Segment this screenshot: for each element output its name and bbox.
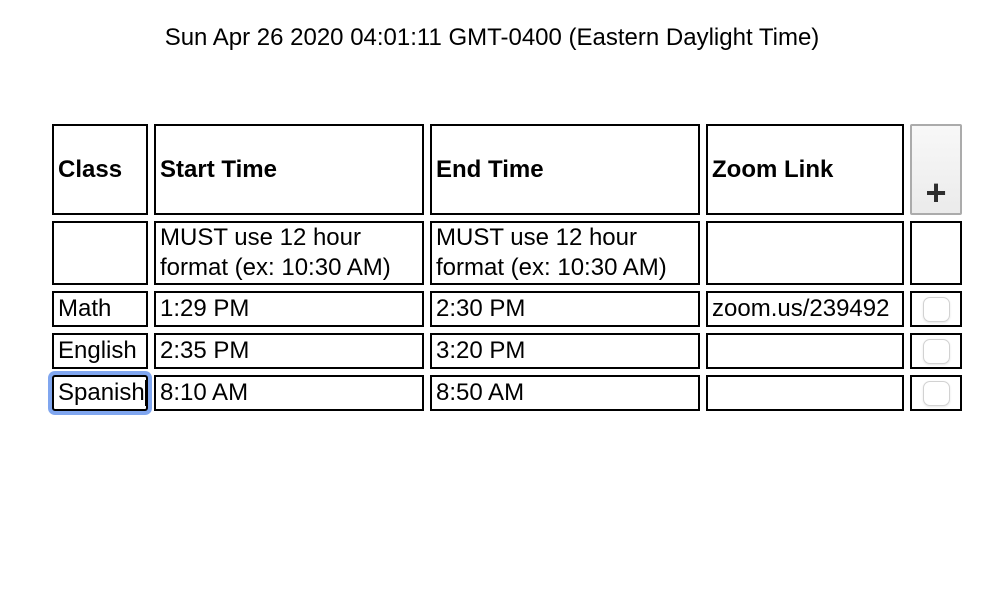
column-header-zoom-link: Zoom Link (706, 124, 904, 215)
english-class-cell[interactable]: English (52, 333, 148, 369)
english-start-time-cell[interactable]: 2:35 PM (154, 333, 424, 369)
math-checkbox-cell (910, 291, 962, 327)
datetime-heading: Sun Apr 26 2020 04:01:11 GMT-0400 (Eastern Daylight Time) (164, 24, 820, 51)
text-caret (145, 380, 147, 406)
column-header-end-time: End Time (430, 124, 700, 215)
column-header-class: Class (52, 124, 148, 215)
spanish-class-text: Spanish (58, 379, 145, 406)
math-row-checkbox[interactable] (923, 297, 950, 322)
add-row-button[interactable]: + (910, 124, 962, 215)
column-header-start-time: Start Time (154, 124, 424, 215)
spanish-checkbox-cell (910, 375, 962, 411)
instruction-end-time-cell[interactable]: MUST use 12 hour format (ex: 10:30 AM) (430, 221, 700, 285)
english-checkbox-cell (910, 333, 962, 369)
math-zoom-link-cell[interactable]: zoom.us/239492 (706, 291, 904, 327)
english-zoom-link-cell[interactable] (706, 333, 904, 369)
spanish-start-time-cell[interactable]: 8:10 AM (154, 375, 424, 411)
instruction-class-cell[interactable] (52, 221, 148, 285)
math-end-time-cell[interactable]: 2:30 PM (430, 291, 700, 327)
spanish-class-cell[interactable] (52, 375, 148, 411)
add-row-button-slot (910, 124, 962, 215)
instruction-checkbox-cell[interactable] (910, 221, 962, 285)
english-row-checkbox[interactable] (923, 339, 950, 364)
math-start-time-cell[interactable]: 1:29 PM (154, 291, 424, 327)
english-end-time-cell[interactable]: 3:20 PM (430, 333, 700, 369)
instruction-start-time-cell[interactable]: MUST use 12 hour format (ex: 10:30 AM) (154, 221, 424, 285)
math-class-cell[interactable]: Math (52, 291, 148, 327)
schedule-table (52, 124, 962, 411)
instruction-zoom-link-cell[interactable] (706, 221, 904, 285)
spanish-zoom-link-cell[interactable] (706, 375, 904, 411)
spanish-end-time-cell[interactable]: 8:50 AM (430, 375, 700, 411)
spanish-row-checkbox[interactable] (923, 381, 950, 406)
